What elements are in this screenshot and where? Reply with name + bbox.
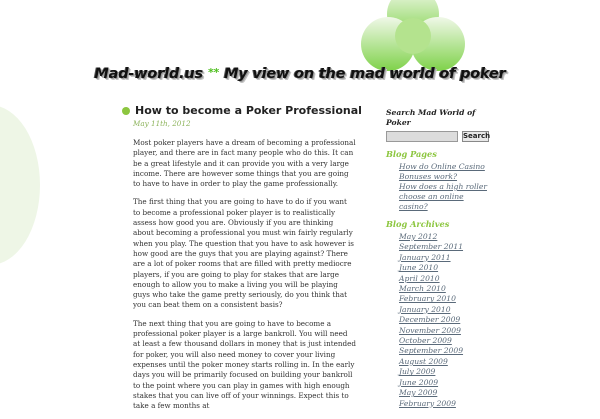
post-header bbox=[122, 104, 362, 117]
search-form bbox=[386, 131, 490, 142]
archive-link[interactable]: June 2009 bbox=[399, 377, 439, 387]
blog-post bbox=[122, 104, 362, 419]
archive-link[interactable]: May 2012 bbox=[399, 232, 438, 241]
archive-link[interactable]: February 2009 bbox=[399, 398, 456, 408]
post-paragraph: Most poker players have a dream of becoming a professional player, and there are in fact many people who do this. It can be a great lifestyle and it can provide you with a very large income. There are however some things that you are going to have to have in order to play the game professionally. bbox=[133, 138, 356, 189]
post-date: May 11th, 2012 bbox=[133, 119, 191, 128]
page-link[interactable]: How do Online Casino Bonuses work? bbox=[399, 162, 485, 181]
archive-link[interactable]: January 2011 bbox=[399, 252, 451, 262]
archive-link[interactable]: February 2010 bbox=[399, 294, 456, 304]
archive-link[interactable]: September 2009 bbox=[399, 346, 464, 356]
archive-link[interactable]: April 2010 bbox=[399, 273, 440, 283]
header-separator: ** bbox=[207, 66, 220, 79]
search-label: Search Mad World of Poker bbox=[386, 108, 476, 127]
archive-link[interactable]: September 2011 bbox=[399, 242, 464, 252]
archive-link[interactable]: March 2010 bbox=[399, 284, 446, 294]
green-dot-icon bbox=[122, 107, 130, 115]
blog-pages-heading: Blog Pages bbox=[386, 149, 437, 159]
archive-link[interactable]: November 2009 bbox=[399, 325, 461, 335]
background-decor-circle bbox=[0, 105, 40, 265]
search-input[interactable] bbox=[386, 131, 458, 142]
post-body bbox=[133, 138, 356, 411]
sidebar bbox=[386, 108, 490, 409]
page-link[interactable]: How does a high roller choose an online casino? bbox=[399, 182, 487, 211]
shamrock-logo-icon bbox=[358, 0, 468, 75]
archive-list bbox=[399, 232, 490, 409]
search-button[interactable]: Search bbox=[463, 132, 491, 140]
site-name-link[interactable]: Mad-world.us bbox=[94, 66, 203, 82]
archive-link[interactable]: January 2010 bbox=[399, 304, 451, 314]
archive-link[interactable]: July 2009 bbox=[399, 367, 436, 377]
post-title-link[interactable]: How to become a Poker Professional bbox=[135, 104, 362, 117]
blog-pages-list bbox=[399, 162, 490, 212]
archive-link[interactable]: August 2009 bbox=[399, 356, 448, 366]
post-paragraph: The next thing that you are going to have to become a professional poker player is a large bankroll. You will need at least a few thousand dollars in money that is just intended for poker, you will also need money to cover your living expenses until the poker money starts rolling in. In the early days you will be primarily focused on building your bankroll to the point where you can play in games with high enough stakes that you can live off of your winnings. Expect this to take a few months at bbox=[133, 318, 356, 411]
site-header bbox=[0, 66, 600, 82]
site-tagline: My view on the mad world of poker bbox=[224, 66, 506, 82]
archive-link[interactable]: May 2009 bbox=[399, 388, 438, 398]
archive-link[interactable]: October 2009 bbox=[399, 336, 452, 346]
archive-link[interactable]: December 2009 bbox=[399, 315, 461, 325]
blog-archives-heading: Blog Archives bbox=[386, 219, 450, 229]
archive-link[interactable]: June 2010 bbox=[399, 263, 439, 273]
post-paragraph: The first thing that you are going to have to do if you want to become a professional poker player is to realistically assess how good you are. Obviously if you are thinking about becoming a professional you must win fairly regularly when you play. The question that you have to ask however is how good are the guys that you are playing against? There are a lot of poker rooms that are filled with pretty mediocre players, if you are going to play for stakes that are large enough to allow you to make a living you will be playing guys who take the game pretty seriously, do you think that you can beat them on a consistent basis? bbox=[133, 197, 354, 310]
